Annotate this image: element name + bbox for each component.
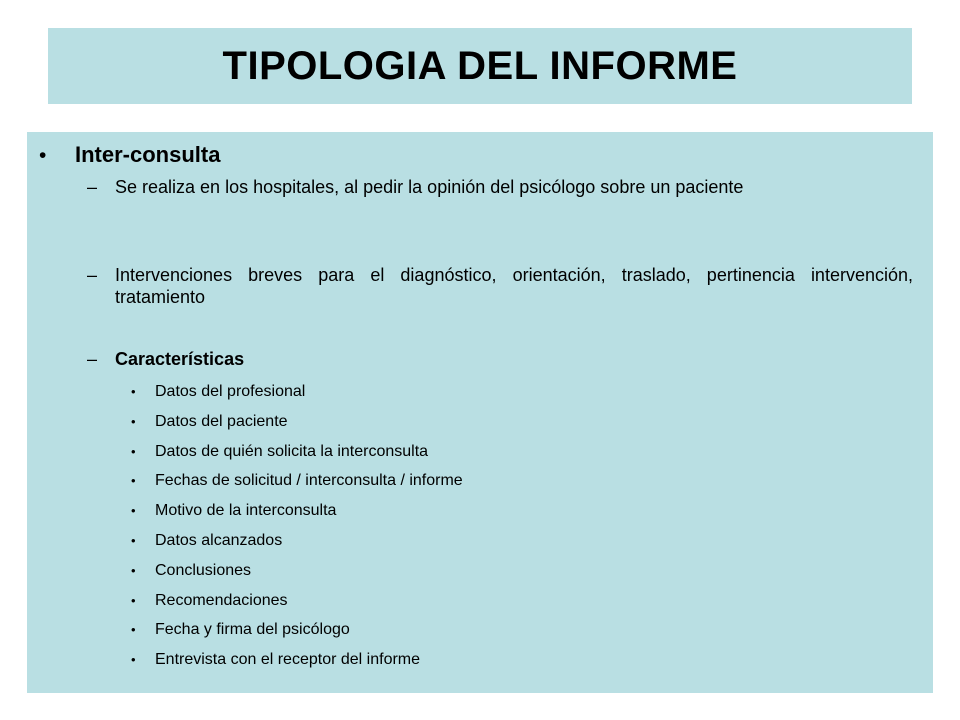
dash-marker: – <box>87 349 98 369</box>
list-item <box>131 531 463 561</box>
characteristics-list <box>131 382 463 680</box>
list-item <box>131 620 463 650</box>
bullet-icon: • <box>131 443 136 459</box>
content-panel <box>27 132 933 693</box>
list-item-text: Datos de quién solicita la interconsulta <box>155 442 429 460</box>
characteristics-heading: Características <box>115 349 245 369</box>
list-item-text: Entrevista con el receptor del informe <box>155 651 421 669</box>
bullet-icon: • <box>131 413 136 429</box>
bullet-icon: • <box>131 473 136 489</box>
list-item-text: Datos del paciente <box>155 412 288 430</box>
bullet-icon: • <box>131 503 136 519</box>
list-item-text: Datos del profesional <box>155 383 306 400</box>
bullet-icon: • <box>131 622 136 638</box>
characteristics-row <box>87 348 913 370</box>
heading-row <box>37 142 220 168</box>
page-title: TIPOLOGIA DEL INFORME <box>222 43 738 88</box>
list-item <box>131 412 463 442</box>
list-item-text: Fecha y firma del psicólogo <box>155 621 350 639</box>
list-item-text: Conclusiones <box>155 561 252 579</box>
list-item <box>131 501 463 531</box>
list-item <box>131 442 463 472</box>
point-row <box>87 176 913 198</box>
dash-marker: – <box>87 265 98 285</box>
section-heading: Inter-consulta <box>75 142 221 167</box>
list-item <box>131 591 463 621</box>
list-item-text: Datos alcanzados <box>155 531 283 549</box>
bullet-icon: • <box>131 652 136 668</box>
list-item-text: Recomendaciones <box>155 591 288 609</box>
list-item-text: Fechas de solicitud / interconsulta / informe <box>155 472 463 490</box>
point-row <box>87 264 913 308</box>
list-item <box>131 650 463 680</box>
list-item-text: Motivo de la interconsulta <box>155 502 337 520</box>
bullet-icon: • <box>131 592 136 608</box>
point-text: Se realiza en los hospitales, al pedir la opinión del psicólogo sobre un paciente <box>115 177 744 197</box>
bullet-icon: • <box>131 562 136 578</box>
list-item <box>131 382 463 412</box>
bullet-icon: • <box>131 532 136 548</box>
title-banner <box>48 28 912 104</box>
bullet-icon: • <box>39 144 47 167</box>
bullet-icon: • <box>131 384 136 399</box>
list-item <box>131 471 463 501</box>
dash-marker: – <box>87 177 98 197</box>
list-item <box>131 561 463 591</box>
point-text: Intervenciones breves para el diagnóstico, orientación, traslado, pertinencia intervención, tratamiento <box>115 265 913 307</box>
